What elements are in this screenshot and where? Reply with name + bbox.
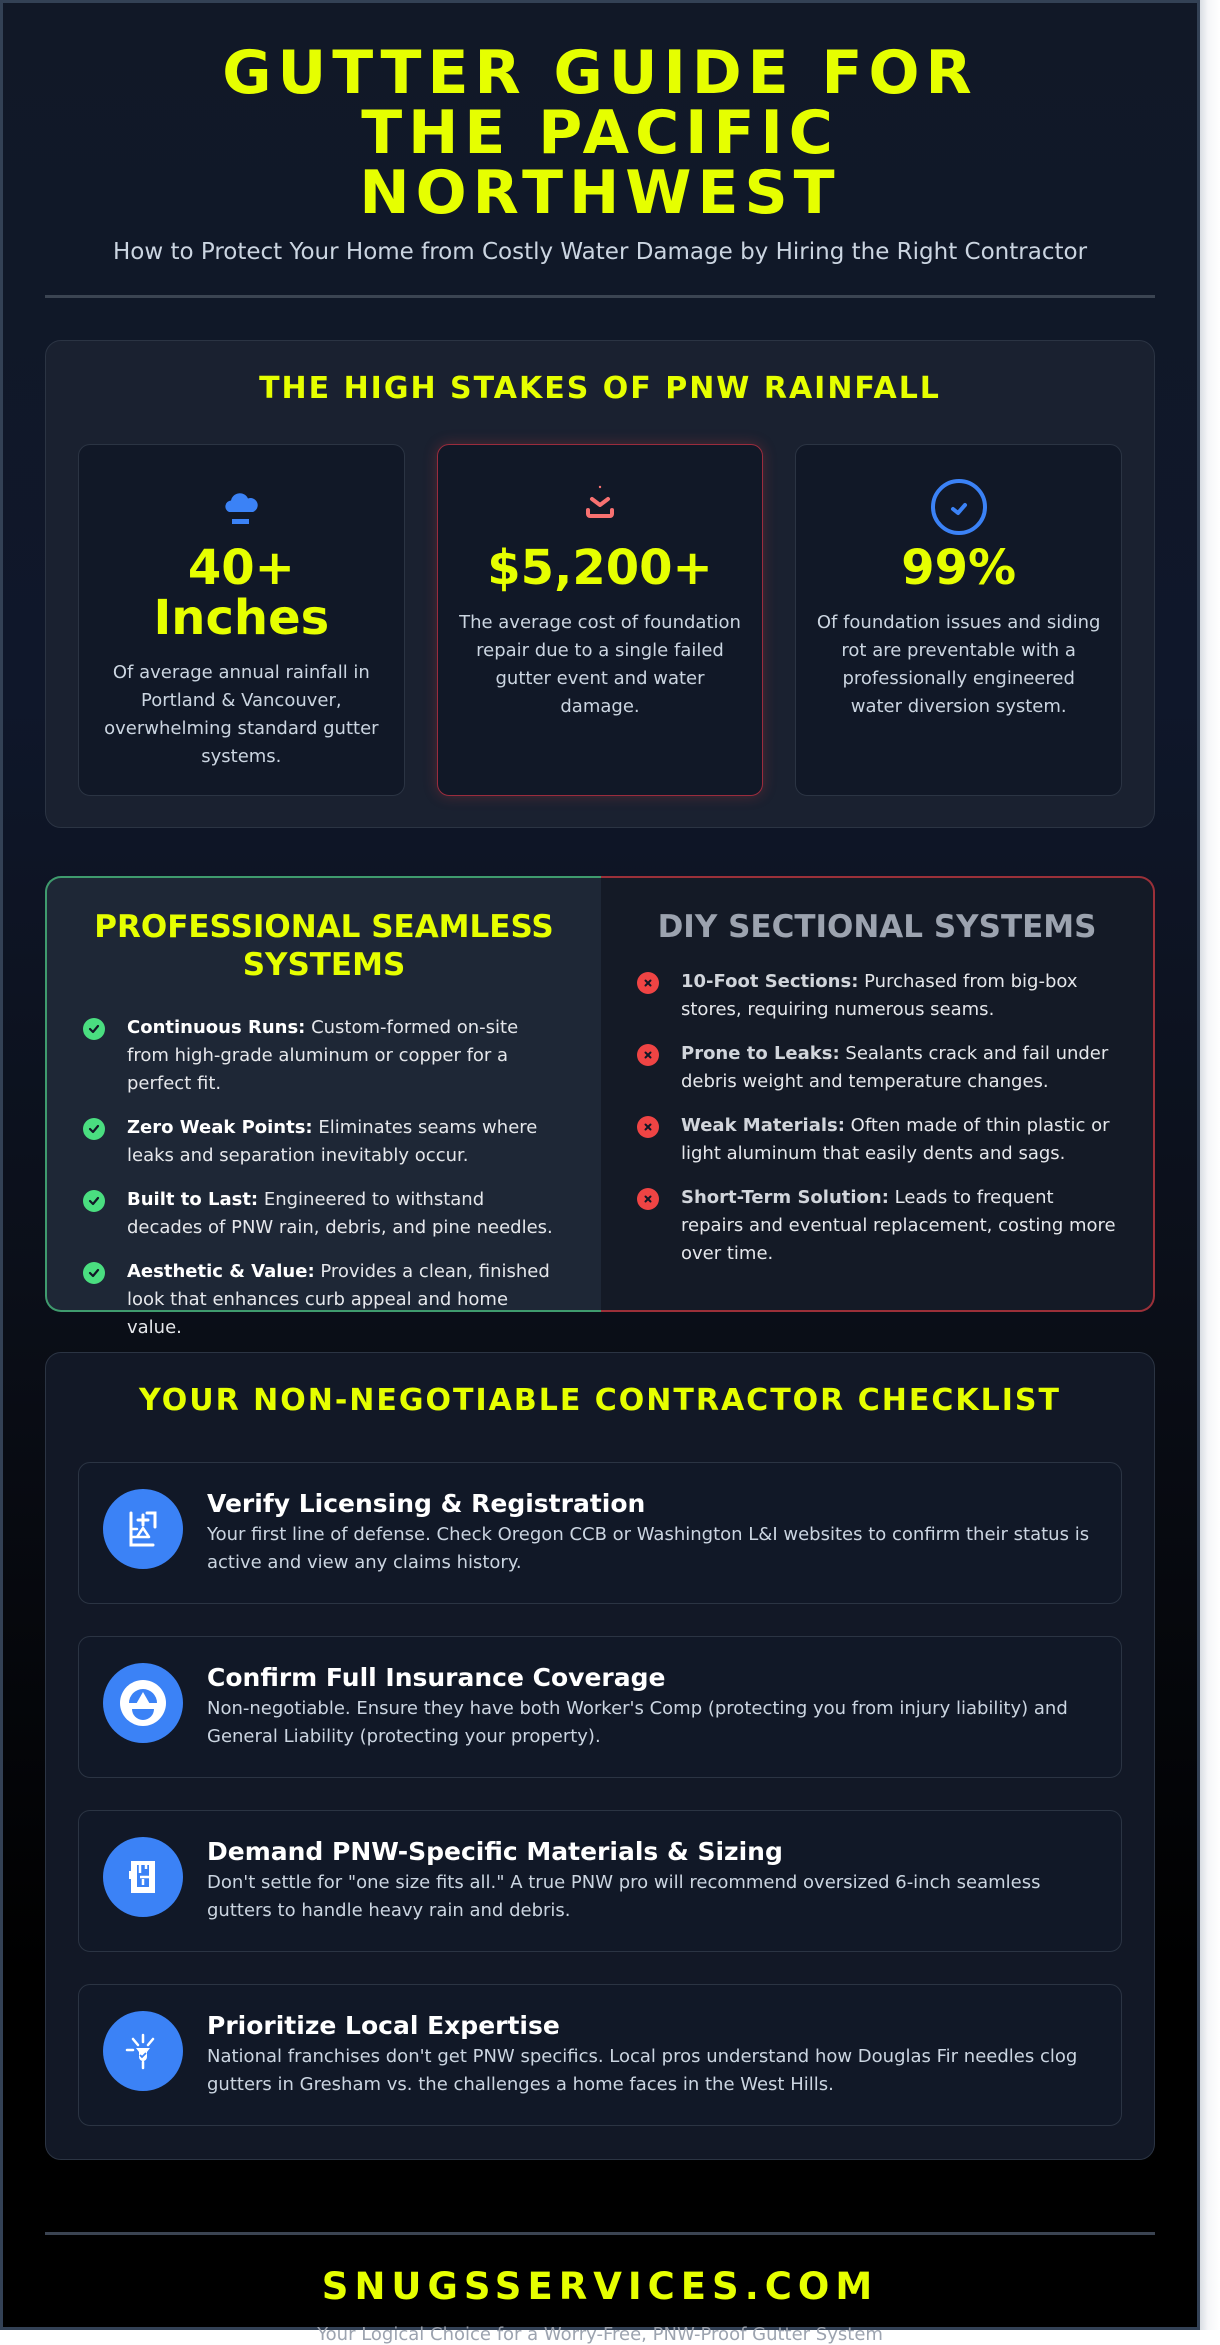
- professional-title: PROFESSIONAL SEAMLESS SYSTEMS: [94, 909, 554, 983]
- checklist-item-title: Confirm Full Insurance Coverage: [207, 1663, 666, 1692]
- checklist-item-title: Verify Licensing & Registration: [207, 1489, 646, 1518]
- stats-row: [78, 444, 1122, 796]
- license-document-icon: [103, 1489, 183, 1569]
- checklist-items: [78, 1462, 1122, 2126]
- diy-column: [601, 876, 1155, 1312]
- page-header: [3, 3, 1197, 265]
- section-title: THE HIGH STAKES OF PNW RAINFALL: [259, 371, 941, 406]
- stat-description: The average cost of foundation repair due to a single failed gutter event and water damage.: [459, 612, 741, 717]
- stat-description: Of foundation issues and siding rot are preventable with a professionally engineered water diversion system.: [816, 612, 1101, 717]
- item-text: Often made of thin plastic or light aluminum that easily dents and sags.: [681, 1115, 1110, 1164]
- check-circle-icon: [816, 479, 1101, 535]
- stat-card-rainfall: [78, 444, 405, 796]
- inbox-download-icon: [458, 479, 743, 535]
- item-label: Prone to Leaks:: [681, 1043, 840, 1064]
- list-item: [83, 1186, 565, 1242]
- item-label: Short-Term Solution:: [681, 1187, 889, 1208]
- item-label: Built to Last:: [127, 1189, 259, 1210]
- rain-cloud-icon: [99, 479, 384, 535]
- header-divider: [45, 295, 1155, 298]
- item-text: Purchased from big-box stores, requiring numerous seams.: [681, 971, 1078, 1020]
- checklist-item-licensing: [78, 1462, 1122, 1604]
- check-icon: [83, 1262, 105, 1284]
- page-subtitle: How to Protect Your Home from Costly Water Damage by Hiring the Right Contractor: [112, 239, 1088, 265]
- page-title: GUTTER GUIDE FOR THE PACIFIC NORTHWEST: [222, 38, 978, 228]
- insurance-shield-icon: [103, 1663, 183, 1743]
- professional-list: [83, 1014, 565, 1342]
- stat-description: Of average annual rainfall in Portland & Vancouver, overwhelming standard gutter systems.: [104, 662, 379, 767]
- stat-value: 40+ Inches: [153, 540, 330, 646]
- diy-list: [637, 968, 1117, 1268]
- stat-value: $5,200+: [487, 540, 713, 596]
- checklist-item-materials: [78, 1810, 1122, 1952]
- item-text: Custom-formed on-site from high-grade aluminum or copper for a perfect fit.: [127, 1017, 519, 1094]
- x-icon: [637, 1116, 659, 1138]
- page-edge-shadow: [1200, 0, 1220, 2330]
- list-item: [83, 1014, 565, 1098]
- item-text: Eliminates seams where leaks and separation inevitably occur.: [127, 1117, 538, 1166]
- item-text: Leads to frequent repairs and eventual replacement, costing more over time.: [681, 1187, 1116, 1264]
- list-item: [637, 1184, 1117, 1268]
- high-stakes-section: [45, 340, 1155, 828]
- contractor-checklist-section: [45, 1352, 1155, 2160]
- x-icon: [637, 972, 659, 994]
- check-icon: [83, 1190, 105, 1212]
- section-title: YOUR NON-NEGOTIABLE CONTRACTOR CHECKLIST: [139, 1383, 1061, 1418]
- item-label: 10-Foot Sections:: [681, 971, 859, 992]
- x-icon: [637, 1188, 659, 1210]
- list-item: [83, 1114, 565, 1170]
- list-item: [83, 1258, 565, 1342]
- list-item: [637, 968, 1117, 1024]
- stat-value: 99%: [901, 540, 1017, 596]
- checklist-item-insurance: [78, 1636, 1122, 1778]
- checklist-item-description: Non-negotiable. Ensure they have both Worker's Comp (protecting you from injury liability) and General Liability (protecting your property).: [207, 1698, 1068, 1747]
- footer-tagline: Your Logical Choice for a Worry-Free, PNW-Proof Gutter System: [317, 2324, 883, 2345]
- comparison-section: [45, 876, 1155, 1338]
- brand-link[interactable]: SNUGSSERVICES.COM: [321, 2265, 879, 2308]
- diy-title: DIY SECTIONAL SYSTEMS: [657, 909, 1097, 945]
- item-text: Sealants crack and fail under debris weight and temperature changes.: [681, 1043, 1109, 1092]
- checklist-item-description: National franchises don't get PNW specifics. Local pros understand how Douglas Fir needles clog gutters in Gresham vs. the challenges a home faces in the West Hills.: [207, 2046, 1078, 2095]
- stat-card-preventable: [795, 444, 1122, 796]
- checklist-item-title: Prioritize Local Expertise: [207, 2011, 560, 2040]
- check-icon: [83, 1018, 105, 1040]
- x-icon: [637, 1044, 659, 1066]
- checklist-item-title: Demand PNW-Specific Materials & Sizing: [207, 1837, 783, 1866]
- list-item: [637, 1112, 1117, 1168]
- professional-column: [45, 876, 601, 1338]
- materials-card-icon: [103, 1837, 183, 1917]
- stat-card-repair-cost: [437, 444, 764, 796]
- item-label: Continuous Runs:: [127, 1017, 306, 1038]
- checklist-item-description: Your first line of defense. Check Oregon CCB or Washington L&I websites to confirm their status is active and view any claims history.: [207, 1524, 1090, 1573]
- item-label: Zero Weak Points:: [127, 1117, 313, 1138]
- check-icon: [83, 1118, 105, 1140]
- item-label: Aesthetic & Value:: [127, 1261, 315, 1282]
- item-label: Weak Materials:: [681, 1115, 845, 1136]
- local-expertise-icon: [103, 2011, 183, 2091]
- item-text: Provides a clean, finished look that enhances curb appeal and home value.: [127, 1261, 550, 1338]
- list-item: [637, 1040, 1117, 1096]
- page-footer: [3, 2235, 1197, 2345]
- checklist-item-local-expertise: [78, 1984, 1122, 2126]
- checklist-item-description: Don't settle for "one size fits all." A true PNW pro will recommend oversized 6-inch seamless gutters to handle heavy rain and debris.: [207, 1872, 1041, 1921]
- item-text: Engineered to withstand decades of PNW rain, debris, and pine needles.: [127, 1189, 553, 1238]
